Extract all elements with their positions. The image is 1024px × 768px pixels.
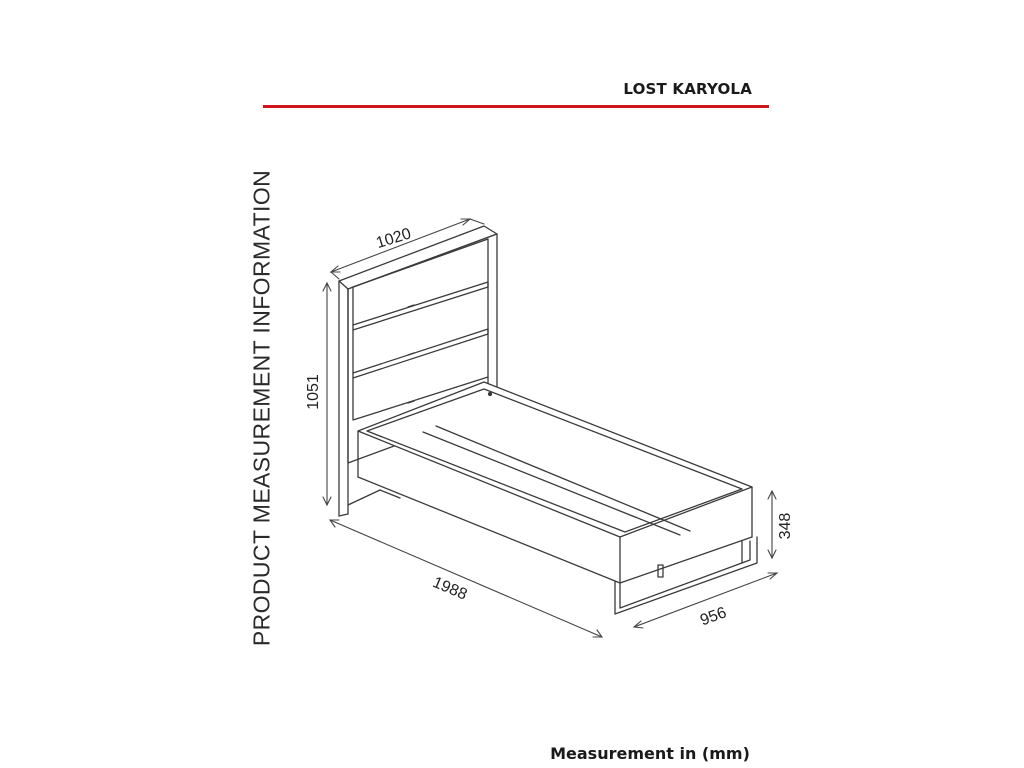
label-length: 1988 (430, 574, 470, 604)
side-label-text: PRODUCT MEASUREMENT INFORMATION (248, 169, 275, 647)
label-frame-height: 348 (777, 512, 794, 540)
dim-frame-height (768, 491, 776, 558)
measurement-unit-note: Measurement in (mm) (550, 744, 750, 763)
label-headboard-width: 1020 (374, 225, 414, 253)
bed-frame (348, 382, 757, 614)
label-width: 956 (698, 604, 729, 630)
label-height: 1051 (305, 374, 322, 410)
product-title: LOST KARYOLA (623, 80, 752, 98)
dim-height (323, 283, 331, 505)
dim-length (330, 520, 602, 637)
